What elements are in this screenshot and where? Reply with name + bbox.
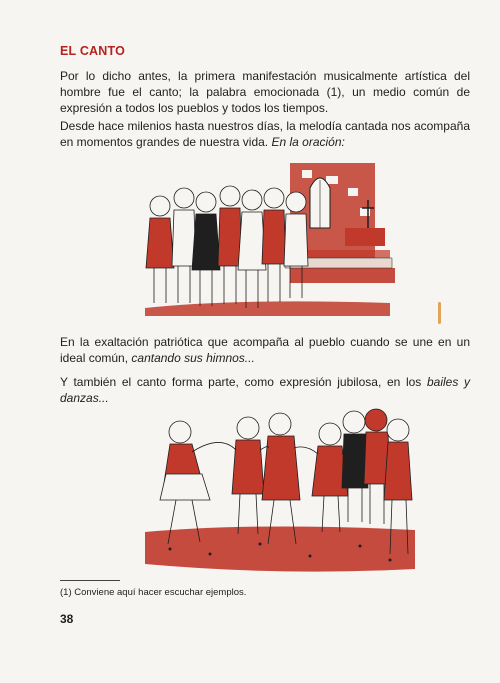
- footnote-rule: [60, 580, 120, 581]
- paragraph-anthems-italic: cantando sus himnos...: [131, 351, 255, 365]
- paragraph-anthems-text: En la exaltación patriótica que acompaña al pueblo cuando se une en un ideal común,: [60, 335, 470, 365]
- choir-illustration: [140, 158, 400, 320]
- paragraph-dances-italic: bailes y danzas...: [60, 375, 470, 405]
- page-number: 38: [60, 612, 74, 626]
- footnote: (1) Conviene aquí hacer escuchar ejemplos.: [60, 587, 247, 598]
- paragraph-prayer: [60, 118, 470, 150]
- paragraph-anthems: [60, 334, 470, 366]
- paragraph-intro: Por lo dicho antes, la primera manifestación musicalmente artística del hombre fue el canto; la palabra emocionada (1), un medio común de expresión a todos los pueblos y todos los tiempos.: [60, 69, 470, 115]
- section-heading: EL CANTO: [60, 44, 126, 58]
- paragraph-prayer-italic: En la oración:: [271, 135, 345, 149]
- dance-illustration: [140, 404, 420, 576]
- paragraph-prayer-text: Desde hace milenios hasta nuestros días, la melodía cantada nos acompaña en momentos grandes de nuestra vida.: [60, 119, 470, 149]
- paragraph-dances: [60, 374, 470, 406]
- paragraph-dances-text: Y también el canto forma parte, como expresión jubilosa, en los: [60, 375, 422, 389]
- page-stain: [438, 302, 441, 324]
